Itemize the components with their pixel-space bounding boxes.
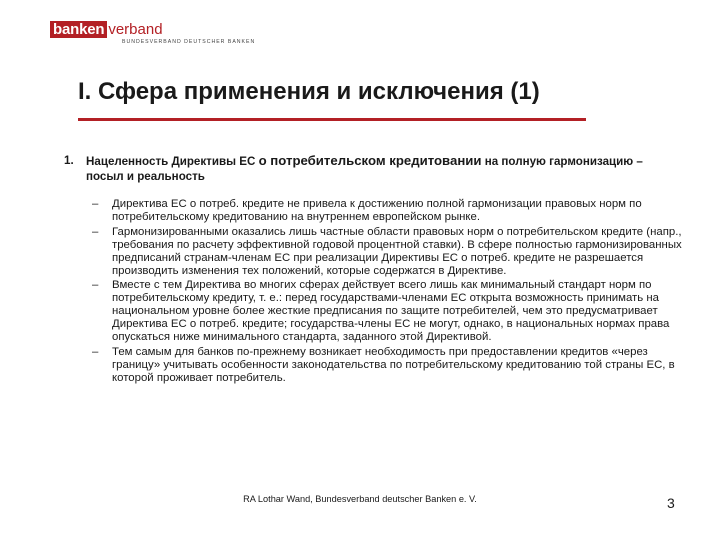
section-heading [64,153,674,184]
bullet-text: Тем самым для банков по-прежнему возникает необходимость при предоставлении кредитов «через границу» учитывать особенности законодательства по потребительскому кредитованию той страны ЕС, в которой проживает потребитель. [112,345,675,384]
bullet-dash: – [92,345,99,358]
heading-part3: на полную гармонизацию – посыл и реальность [86,155,643,183]
logo-rest-text: verband [108,21,163,38]
bullet-item [92,198,692,224]
bullet-dash: – [92,279,99,292]
logo-box-text: banken [50,21,107,38]
heading-part2: о потребительском кредитовании [258,153,482,168]
bullet-text: Директива ЕС о потреб. кредите не привела к достижению полной гармонизации правовых норм по потребительскому кредитованию на внутреннем европейском рынке. [112,198,642,223]
heading-number: 1. [64,154,74,167]
title-underline [78,118,586,121]
footer-text: RA Lothar Wand, Bundesverband deutscher Banken e. V. [243,494,477,504]
bullet-dash: – [92,198,99,210]
logo-wordmark [50,21,270,38]
bankenverband-logo [50,21,270,47]
heading-part1: Нацеленность Директивы ЕС [86,155,259,168]
bullet-dash: – [92,225,99,238]
bullet-item [92,279,692,344]
heading-text [86,153,674,184]
slide-title: I. Сфера применения и исключения (1) [78,78,540,105]
logo-subtitle: BUNDESVERBAND DEUTSCHER BANKEN [122,39,256,45]
bullet-text: Гармонизированными оказались лишь частные области правовых норм о потребительском кредите (напр., требования по расчету эффективной годовой процентной ставки). В сфере полностью гармонизированных предписаний странам-членам ЕС при реализации Директивы ЕС о потреб. кредите не разрешается производить изменения тех положений, которые содержатся в Директиве. [112,225,682,277]
bullet-text: Вместе с тем Директива во многих сферах действует всего лишь как минимальный стандарт норм по потребительскому кредиту, т. е.: перед государствами-членами ЕС открыта возможность принимать на национальном уровне более жесткие предписания по защите потребителей, чем это предусматривает Директива ЕС о потреб. кредите; государства-члены ЕС не могут, однако, в национальных нормах права опускаться ниже минимального стандарта, заданного этой Директивой. [112,279,670,344]
bullet-item [92,346,692,385]
bullet-item [92,226,692,278]
bullet-list [92,198,692,387]
page-number: 3 [667,495,675,511]
